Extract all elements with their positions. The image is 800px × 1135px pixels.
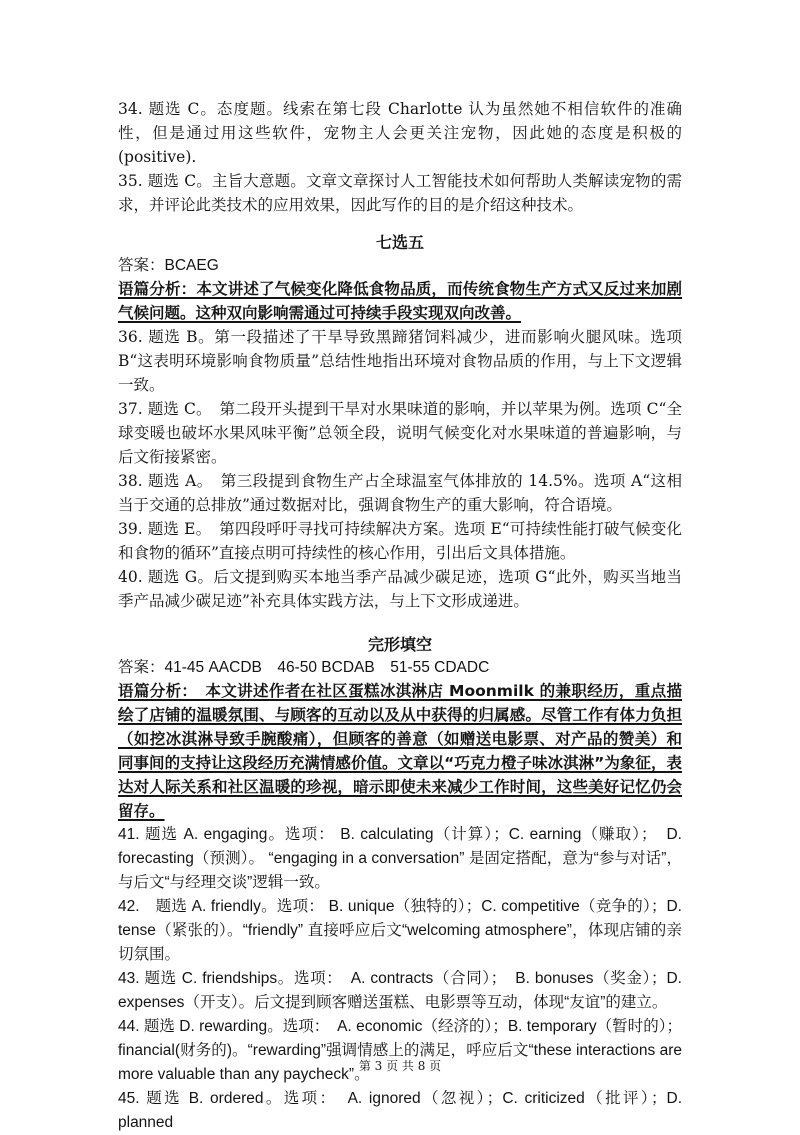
- answer-explanation-43: 43. 题选 C. friendships。选项： A. contracts（合同）； B. bonuses（奖金）；D. expenses（开支）。后文提到顾客赠送蛋糕、电影票等互动，体现“友谊”的建立。: [118, 970, 682, 1011]
- answer-explanation-34: 34. 题选 C。态度题。线索在第七段 Charlotte 认为虽然她不相信软件的准确性，但是通过用这些软件，宠物主人会更关注宠物，因此她的态度是积极的(positive).: [118, 100, 682, 166]
- answer-explanation-40: 40. 题选 G。后文提到购买本地当季产品减少碳足迹，选项 G“此外，购买当地当季产品减少碳足迹”补充具体实践方法，与上下文形成递进。: [118, 568, 682, 610]
- answer-explanation-44: 44. 题选 D. rewarding。选项： A. economic（经济的）；B. temporary（暂时的）；financial(财务的)。“rewarding”强调情感上的满足，呼应后文“these interactions are more valuable than any paycheck”。: [118, 1018, 682, 1083]
- answer-explanation-42: 42. 题选 A. friendly。选项： B. unique（独特的）；C. competitive（竞争的）；D. tense（紧张的）。“friendly” 直接呼应后文“welcoming atmosphere”，体现店铺的亲切氛围。: [118, 898, 682, 963]
- answer-explanation-36: 36. 题选 B。第一段描述了干旱导致黑蹄猪饲料减少，进而影响火腿风味。选项 B“这表明环境影响食物质量”总结性地指出环境对食物品质的作用，与上下文逻辑一致。: [118, 328, 682, 394]
- answer-explanation-45: 45. 题选 B. ordered。选项： A. ignored（忽视）；C. criticized（批评）；D. planned: [118, 1090, 682, 1131]
- answer-explanation-38: 38. 题选 A。 第三段提到食物生产占全球温室气体排放的 14.5%。选项 A“这相当于交通的总排放”通过数据对比，强调食物生产的重大影响，符合语境。: [118, 472, 682, 514]
- answer-explanation-41: 41. 题选 A. engaging。选项： B. calculating（计算）；C. earning（赚取）； D. forecasting（预测）。 “engaging in a conversation” 是固定搭配，意为“参与对话”，与后文“与经理交谈”逻辑一致。: [118, 826, 682, 891]
- passage-analysis-cloze: 语篇分析： 本文讲述作者在社区蛋糕冰淇淋店 Moonmilk 的兼职经历，重点描绘了店铺的温暖氛围、与顾客的互动以及从中获得的归属感。尽管工作有体力负担（如挖冰淇淋导致手腕酸痛），但顾客的善意（如赠送电影票、对产品的赞美）和同事间的支持让这段经历充满情感价值。文章以“巧克力橙子味冰淇淋”为象征，表达对人际关系和社区温暖的珍视，暗示即使未来减少工作时间，这些美好记忆仍会留存。: [118, 682, 682, 820]
- answer-explanation-39: 39. 题选 E。 第四段呼吁寻找可持续解决方案。选项 E“可持续性能打破气候变化和食物的循环”直接点明可持续性的核心作用，引出后文具体措施。: [118, 520, 682, 562]
- answer-key-seven-choose-five: 答案：BCAEG: [118, 257, 219, 274]
- page-number-footer: 第 3 页 共 8 页: [358, 1059, 442, 1073]
- answer-explanation-37: 37. 题选 C。 第二段开头提到干旱对水果味道的影响，并以苹果为例。选项 C“全球变暖也破坏水果风味平衡”总领全段，说明气候变化对水果味道的普遍影响，与后文衔接紧密。: [118, 400, 682, 466]
- passage-analysis-seven-choose-five: 语篇分析：本文讲述了气候变化降低食物品质，而传统食物生产方式又反过来加剧气候问题。这种双向影响需通过可持续手段实现双向改善。: [118, 280, 682, 322]
- section-title-seven-choose-five: 七选五: [375, 233, 424, 252]
- section-title-cloze: 完形填空: [367, 635, 432, 654]
- answer-key-cloze: 答案：41-45 AACDB 46-50 BCDAB 51-55 CDADC: [118, 659, 490, 676]
- answer-explanation-35: 35. 题选 C。主旨大意题。文章文章探讨人工智能技术如何帮助人类解读宠物的需求，并评论此类技术的应用效果，因此写作的目的是介绍这种技术。: [118, 172, 682, 214]
